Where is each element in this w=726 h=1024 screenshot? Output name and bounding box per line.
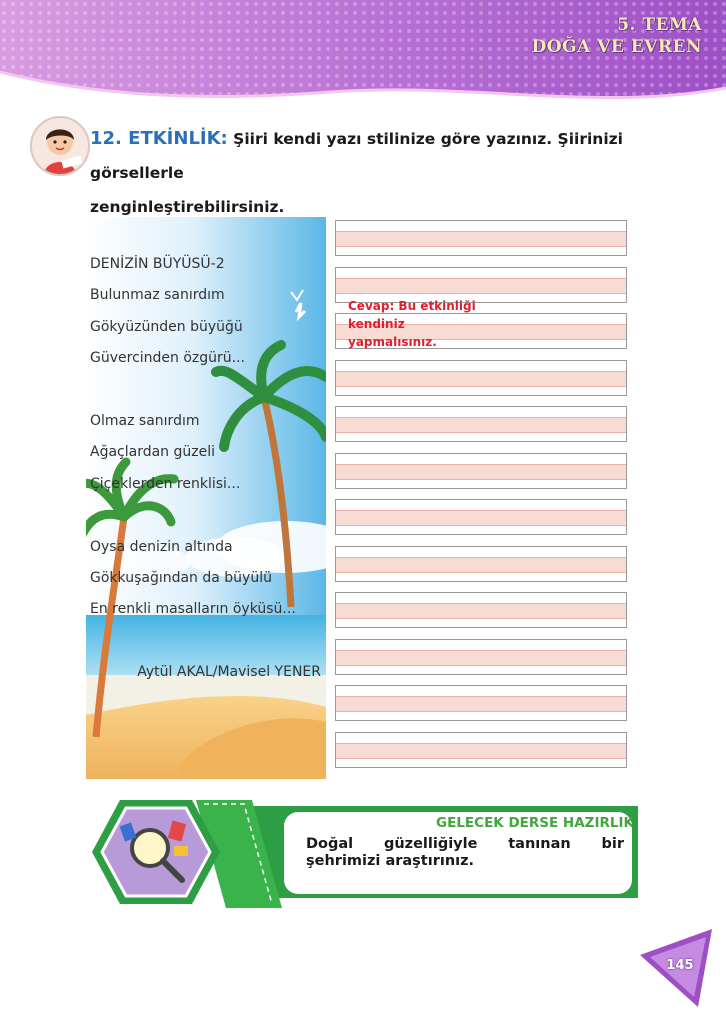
writing-line[interactable] [335,685,627,721]
theme-number: 5. TEMA [617,15,702,35]
writing-line-band [336,464,626,480]
poem-line: Bulunmaz sanırdım [90,287,225,303]
theme-name: DOĞA VE EVREN [531,37,702,57]
poem-line: En renkli masalların öyküsü... [90,601,296,617]
writing-line-band [336,557,626,573]
instruction-line-2: zenginleştirebilirsiniz. [90,198,285,216]
writing-line-band [336,743,626,759]
writing-line-band [336,231,626,247]
page-header [0,0,726,115]
poem-line: Gökkuşağından da büyülü [90,570,272,586]
activity-instruction [90,122,690,224]
writing-line-band [336,603,626,619]
answer-line: yapmalısınız. [348,335,437,349]
writing-line[interactable] [335,592,627,628]
answer-line: kendiniz [348,317,405,331]
writing-line[interactable] [335,732,627,768]
writing-line[interactable] [335,499,627,535]
writing-line[interactable] [335,220,627,256]
writing-line[interactable] [335,453,627,489]
poem-line: Çiçeklerden renklisi... [90,476,241,492]
theme-title [531,14,702,58]
poem-title: DENİZİN BÜYÜSÜ-2 [90,256,225,272]
answer-note [348,297,488,351]
poem-line: Gökyüzünden büyüğü [90,319,243,335]
next-lesson-banner [84,796,644,914]
poem-panel [86,217,326,779]
poem-line: Oysa denizin altında [90,539,233,555]
poem-line: Güvercinden özgürü... [90,350,246,366]
writing-line[interactable] [335,360,627,396]
student-avatar-icon [30,116,90,176]
activity-number: 12. ETKİNLİK: [90,128,228,149]
writing-line-band [336,510,626,526]
poem-line: Ağaçlardan güzeli [90,444,216,460]
writing-line-band [336,696,626,712]
writing-line[interactable] [335,406,627,442]
instruction-line-1: Şiiri kendi yazı stilinize göre yazınız. Şiirinizi görsellerle [90,130,623,182]
preparation-text: Doğal güzelliğiyle tanınan bir şehrimizi araştırınız. [306,836,624,869]
writing-line-band [336,371,626,387]
writing-line-band [336,278,626,294]
writing-line[interactable] [335,639,627,675]
poem-line: Olmaz sanırdım [90,413,200,429]
page-number: 145 [666,958,694,973]
writing-line[interactable] [335,546,627,582]
magnifier-icon [116,818,196,888]
preparation-title: GELECEK DERSE HAZIRLIK [436,815,634,831]
answer-line: Cevap: Bu etkinliği [348,299,476,313]
writing-line-band [336,417,626,433]
writing-line-band [336,650,626,666]
poem-author: Aytül AKAL/Mavisel YENER [137,664,321,680]
